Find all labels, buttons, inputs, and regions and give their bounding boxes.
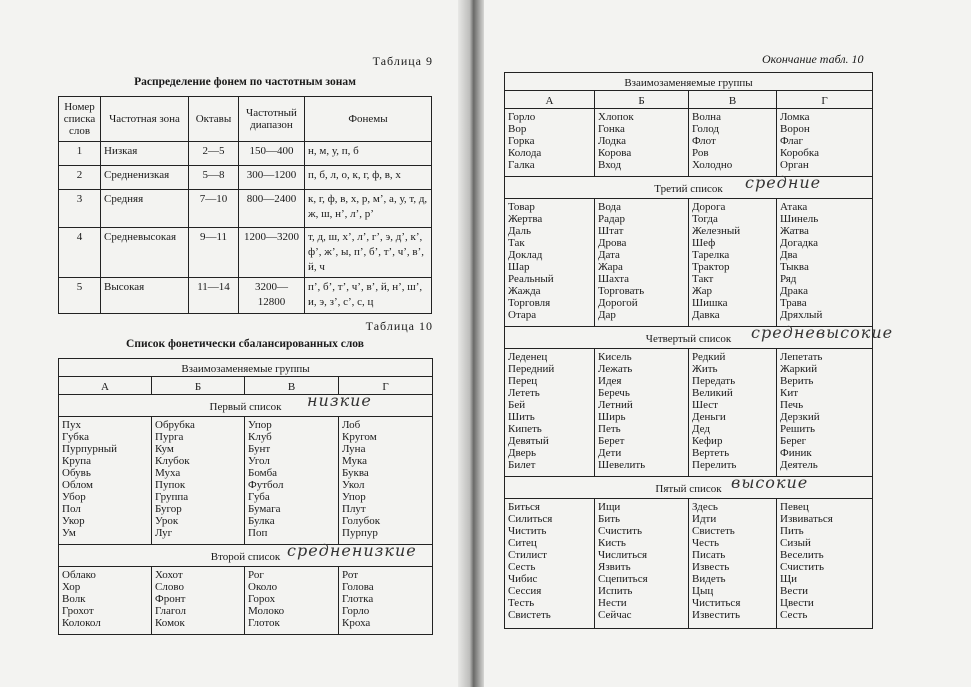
word-item: Леденец: [508, 351, 548, 363]
word-item: Товар: [508, 201, 535, 213]
word-item: Слово: [155, 581, 184, 593]
section-list2: [59, 541, 433, 567]
section-list4: [505, 323, 894, 349]
word-item: Верить: [780, 375, 814, 387]
word-item: Холодно: [692, 159, 733, 171]
word-item: Крупа: [62, 455, 91, 467]
table9: [58, 96, 432, 314]
col-header-range: Частотный диапазон: [239, 97, 305, 142]
word-item: Деньги: [692, 411, 726, 423]
word-item: Вода: [598, 201, 621, 213]
word-item: Флаг: [780, 135, 804, 147]
row-range: 1200—3200: [239, 228, 305, 278]
row-zone: Высокая: [101, 278, 189, 314]
table-row: [59, 142, 432, 166]
word-item: Жар: [692, 285, 712, 297]
section-list1: [59, 391, 433, 417]
word-item: Известь: [692, 561, 730, 573]
column-d: [777, 349, 873, 477]
word-item: Луна: [342, 443, 366, 455]
word-item: Колокол: [62, 617, 101, 629]
column-c: [689, 349, 777, 477]
column-b: [595, 349, 689, 477]
word-item: Лепетать: [780, 351, 823, 363]
word-item: Убор: [62, 491, 86, 503]
word-item: Коробка: [780, 147, 819, 159]
word-item: Торговать: [598, 285, 645, 297]
word-item: Счистить: [780, 561, 825, 573]
row-octaves: 2—5: [189, 142, 239, 166]
col-header-octaves: Октавы: [189, 97, 239, 142]
word-item: Веселить: [780, 549, 824, 561]
table10-part2: [504, 72, 894, 629]
table-row: [59, 228, 432, 278]
word-item: Ворон: [780, 123, 810, 135]
word-item: Орган: [780, 159, 809, 171]
word-item: Пурга: [155, 431, 184, 443]
word-item: Дорогой: [598, 297, 638, 309]
word-item: Флот: [692, 135, 716, 147]
word-item: Упор: [248, 419, 272, 431]
word-item: Горка: [508, 135, 535, 147]
word-item: Деятель: [780, 459, 818, 471]
word-item: Дар: [598, 309, 616, 321]
word-item: Перелить: [692, 459, 737, 471]
word-item: Вести: [780, 585, 809, 597]
section-title: Первый список: [209, 400, 282, 413]
section-title: Пятый список: [655, 482, 722, 495]
table-row: [59, 278, 432, 314]
word-item: Кругом: [342, 431, 377, 443]
word-item: Дверь: [508, 447, 537, 459]
word-item: Штат: [598, 225, 624, 237]
table9-caption: Распределение фонем по частотным зонам: [134, 76, 356, 88]
table10-caption: Список фонетически сбалансированных слов: [126, 338, 364, 350]
word-item: Тесть: [508, 597, 535, 609]
word-item: Укор: [62, 515, 85, 527]
word-item: Обувь: [62, 467, 91, 479]
col-header-a: А: [59, 377, 152, 395]
row-num: 4: [59, 228, 101, 278]
word-item: Жара: [598, 261, 623, 273]
word-item: Глагол: [155, 605, 186, 617]
word-item: Сейчас: [598, 609, 632, 621]
word-item: Даль: [508, 225, 531, 237]
word-item: Трава: [780, 297, 807, 309]
word-item: Трактор: [692, 261, 730, 273]
word-item: Догадка: [780, 237, 819, 249]
word-item: Бумага: [248, 503, 281, 515]
word-item: Дед: [692, 423, 710, 435]
word-item: Числиться: [598, 549, 648, 561]
column-c: [689, 499, 777, 629]
table10-part1: [58, 358, 433, 635]
word-item: Великий: [692, 387, 733, 399]
row-zone: Средневысокая: [101, 228, 189, 278]
row-octaves: 5—8: [189, 166, 239, 190]
word-item: Голова: [342, 581, 374, 593]
word-item: Облом: [62, 479, 94, 491]
column-b: [595, 109, 689, 177]
column-b: [595, 499, 689, 629]
right-page: [484, 0, 971, 687]
word-item: Пух: [62, 419, 81, 431]
word-item: Молоко: [248, 605, 285, 617]
word-item: Перец: [508, 375, 538, 387]
word-item: Атака: [780, 201, 808, 213]
column-a: [505, 109, 595, 177]
word-item: Жертва: [508, 213, 543, 225]
word-item: Сессия: [508, 585, 542, 597]
column-c: [689, 199, 777, 327]
row-phonemes: п, б, л, о, к, г, ф, в, х: [305, 166, 432, 190]
word-item: Жить: [692, 363, 718, 375]
group-title: Взаимозаменяемые группы: [59, 359, 433, 377]
word-item: Лежать: [598, 363, 633, 375]
col-header-num: Номер списка слов: [59, 97, 101, 142]
row-phonemes: н, м, у, п, б: [305, 142, 432, 166]
word-item: Летний: [598, 399, 633, 411]
word-item: Редкий: [692, 351, 726, 363]
word-item: Урок: [155, 515, 179, 527]
row-num: 1: [59, 142, 101, 166]
word-item: Свистеть: [508, 609, 551, 621]
word-item: Железный: [692, 225, 741, 237]
section-list3: [505, 173, 873, 199]
word-item: Ситец: [508, 537, 537, 549]
row-range: 300—1200: [239, 166, 305, 190]
word-item: Сцепиться: [598, 573, 648, 585]
word-item: Певец: [780, 501, 809, 513]
word-item: Известить: [692, 609, 740, 621]
word-item: Корова: [598, 147, 632, 159]
word-item: Буква: [342, 467, 369, 479]
word-item: Финик: [780, 447, 812, 459]
word-item: Здесь: [692, 501, 718, 513]
word-item: Вход: [598, 159, 622, 171]
word-item: Жатва: [780, 225, 809, 237]
word-item: Цвести: [780, 597, 814, 609]
word-item: Бей: [508, 399, 526, 411]
word-item: Торговля: [508, 297, 551, 309]
word-item: Тогда: [692, 213, 718, 225]
col-header-d: Г: [777, 91, 873, 109]
word-item: Бунт: [248, 443, 271, 455]
word-item: Дорога: [692, 201, 726, 213]
word-item: Тыква: [780, 261, 809, 273]
word-item: Лодка: [598, 135, 627, 147]
row-num: 3: [59, 190, 101, 228]
column-a: [505, 349, 595, 477]
word-item: Ширь: [598, 411, 626, 423]
section-title: Второй список: [210, 550, 281, 563]
word-item: Ломка: [780, 111, 810, 123]
row-octaves: 11—14: [189, 278, 239, 314]
word-item: Шеф: [692, 237, 716, 249]
word-item: Честь: [692, 537, 720, 549]
col-header-c: В: [689, 91, 777, 109]
word-item: Ищи: [598, 501, 621, 513]
word-item: Хлопок: [598, 111, 634, 123]
word-item: Галка: [508, 159, 535, 171]
word-item: Такт: [692, 273, 714, 285]
word-item: Билет: [508, 459, 536, 471]
col-header-zone: Частотная зона: [101, 97, 189, 142]
row-range: 800—2400: [239, 190, 305, 228]
word-item: Чибис: [508, 573, 538, 585]
word-item: Кит: [780, 387, 799, 399]
word-item: Испить: [598, 585, 633, 597]
column-a: [505, 199, 595, 327]
word-item: Глотка: [342, 593, 374, 605]
table-row: [59, 190, 432, 228]
word-item: Беречь: [598, 387, 630, 399]
word-item: Сизый: [780, 537, 811, 549]
word-item: Девятый: [508, 435, 549, 447]
handwritten-note: средневысокие: [751, 323, 894, 342]
column-d: [777, 199, 873, 327]
word-item: Бомба: [248, 467, 278, 479]
word-item: Решить: [780, 423, 816, 435]
word-item: Фронт: [155, 593, 186, 605]
row-zone: Средняя: [101, 190, 189, 228]
word-item: Шахта: [598, 273, 630, 285]
col-header-phonemes: Фонемы: [305, 97, 432, 142]
word-item: Берет: [598, 435, 625, 447]
word-item: Около: [248, 581, 278, 593]
word-item: Голод: [692, 123, 720, 135]
word-item: Пурпурный: [62, 443, 117, 455]
word-item: Шинель: [780, 213, 819, 225]
word-item: Жажда: [508, 285, 541, 297]
word-item: Отара: [508, 309, 537, 321]
word-item: Губа: [248, 491, 270, 503]
table10-header: Таблица 10: [365, 319, 433, 333]
word-item: Свистеть: [692, 525, 735, 537]
word-item: Хохот: [155, 569, 183, 581]
row-zone: Низкая: [101, 142, 189, 166]
word-item: Губка: [62, 431, 89, 443]
word-item: Кефир: [692, 435, 723, 447]
word-item: Голубок: [342, 515, 381, 527]
word-item: Дата: [598, 249, 620, 261]
section-title: Четвертый список: [645, 332, 732, 345]
word-item: Гонка: [598, 123, 625, 135]
word-item: Лететь: [508, 387, 540, 399]
col-header-b: Б: [152, 377, 245, 395]
word-item: Язвить: [598, 561, 631, 573]
word-item: Драка: [780, 285, 808, 297]
word-item: Кисель: [598, 351, 632, 363]
word-item: Бить: [598, 513, 621, 525]
word-item: Дерзкий: [780, 411, 820, 423]
word-item: Счистить: [598, 525, 643, 537]
word-item: Петь: [598, 423, 621, 435]
column-b: [595, 199, 689, 327]
section-list5: [505, 473, 873, 499]
word-item: Извиваться: [780, 513, 833, 525]
word-item: Футбол: [248, 479, 284, 491]
word-item: Горох: [248, 593, 276, 605]
word-item: Жаркий: [780, 363, 818, 375]
word-item: Колода: [508, 147, 542, 159]
word-item: Писать: [692, 549, 726, 561]
word-item: Клуб: [248, 431, 272, 443]
word-item: Тарелка: [692, 249, 730, 261]
word-item: Дети: [598, 447, 622, 459]
word-item: Ум: [62, 527, 76, 539]
handwritten-note: средненизкие: [287, 541, 417, 560]
word-item: Рот: [342, 569, 359, 581]
word-item: Глоток: [248, 617, 280, 629]
word-item: Рог: [248, 569, 264, 581]
word-item: Чиститься: [692, 597, 741, 609]
row-num: 5: [59, 278, 101, 314]
row-num: 2: [59, 166, 101, 190]
word-item: Луг: [155, 527, 173, 539]
row-phonemes: п’, б’, т’, ч’, в’, й, н’, ш’, и, э, з’, с’, с, ц: [305, 278, 432, 314]
word-item: Щи: [780, 573, 797, 585]
word-item: Шить: [508, 411, 535, 423]
row-zone: Средненизкая: [101, 166, 189, 190]
row-phonemes: т, д, ш, х’, л’, г’, э, д’, к’, ф’, ж’, ы, п’, б’, т’, ч’, в’, й, ч: [305, 228, 432, 278]
word-item: Пупок: [155, 479, 186, 491]
word-item: Сесть: [508, 561, 536, 573]
word-item: Пол: [62, 503, 81, 515]
word-item: Реальный: [508, 273, 554, 285]
word-item: Ров: [692, 147, 709, 159]
word-item: Берег: [780, 435, 807, 447]
word-item: Доклад: [508, 249, 543, 261]
word-item: Стилист: [508, 549, 547, 561]
section-title: Третий список: [654, 182, 723, 195]
word-item: Комок: [155, 617, 185, 629]
handwritten-note: низкие: [307, 391, 372, 410]
column-a: [59, 417, 152, 545]
handwritten-note: средние: [745, 173, 822, 192]
group-title: Взаимозаменяемые группы: [505, 73, 873, 91]
column-d: [339, 417, 433, 545]
word-item: Шест: [692, 399, 718, 411]
word-item: Волна: [692, 111, 721, 123]
column-b: [152, 417, 245, 545]
word-item: Вор: [508, 123, 527, 135]
word-item: Хор: [62, 581, 81, 593]
word-item: Кипеть: [508, 423, 542, 435]
table9-header: Таблица 9: [372, 54, 433, 68]
word-item: Пить: [780, 525, 804, 537]
word-item: Поп: [248, 527, 268, 539]
col-header-d: Г: [339, 377, 433, 395]
word-item: Облако: [62, 569, 96, 581]
column-c: [689, 109, 777, 177]
word-item: Видеть: [692, 573, 726, 585]
table9-header-row: [59, 97, 432, 142]
word-item: Булка: [248, 515, 275, 527]
word-item: Кум: [155, 443, 174, 455]
word-item: Радар: [598, 213, 625, 225]
column-d: [777, 499, 873, 629]
word-item: Передний: [508, 363, 555, 375]
word-item: Биться: [508, 501, 540, 513]
column-d: [339, 567, 433, 635]
word-item: Ряд: [780, 273, 797, 285]
word-item: Пурпур: [342, 527, 378, 539]
row-octaves: 7—10: [189, 190, 239, 228]
word-item: Бугор: [155, 503, 182, 515]
col-header-b: Б: [595, 91, 689, 109]
column-d: [777, 109, 873, 177]
word-item: Нести: [598, 597, 627, 609]
word-item: Вертеть: [692, 447, 730, 459]
word-item: Мука: [342, 455, 368, 467]
word-item: Шар: [508, 261, 530, 273]
word-item: Волк: [62, 593, 86, 605]
word-item: Дрова: [598, 237, 627, 249]
col-header-c: В: [245, 377, 339, 395]
handwritten-note: высокие: [731, 473, 809, 492]
word-item: Дряхлый: [780, 309, 823, 321]
word-item: Печь: [780, 399, 804, 411]
column-b: [152, 567, 245, 635]
word-item: Так: [508, 237, 525, 249]
word-item: Чистить: [508, 525, 547, 537]
word-item: Кроха: [342, 617, 371, 629]
word-item: Идти: [692, 513, 717, 525]
table10-continuation-header: Окончание табл. 10: [762, 52, 864, 66]
column-c: [245, 567, 339, 635]
word-item: Сесть: [780, 609, 808, 621]
word-item: Идея: [598, 375, 622, 387]
word-item: Обрубка: [155, 419, 195, 431]
word-item: Шевелить: [598, 459, 646, 471]
word-item: Лоб: [342, 419, 361, 431]
column-c: [245, 417, 339, 545]
left-page: [0, 0, 470, 687]
col-header-a: А: [505, 91, 595, 109]
word-item: Два: [780, 249, 798, 261]
word-item: Упор: [342, 491, 366, 503]
column-a: [505, 499, 595, 629]
word-item: Укол: [342, 479, 365, 491]
word-item: Горло: [342, 605, 370, 617]
word-item: Цыц: [692, 585, 714, 597]
word-item: Давка: [692, 309, 720, 321]
word-item: Муха: [155, 467, 181, 479]
word-item: Грохот: [62, 605, 94, 617]
book-spine: [458, 0, 484, 687]
word-item: Группа: [155, 491, 189, 503]
word-item: Плут: [342, 503, 366, 515]
row-range: 150—400: [239, 142, 305, 166]
word-item: Передать: [692, 375, 736, 387]
word-item: Шишка: [692, 297, 728, 309]
row-phonemes: к, г, ф, в, х, р, м’, а, у, т, д, ж, ш, н’, л’, р’: [305, 190, 432, 228]
word-item: Клубок: [155, 455, 190, 467]
table-row: [59, 166, 432, 190]
word-item: Угол: [248, 455, 270, 467]
word-item: Кисть: [598, 537, 626, 549]
column-a: [59, 567, 152, 635]
row-octaves: 9—11: [189, 228, 239, 278]
row-range: 3200—12800: [239, 278, 305, 314]
word-item: Горло: [508, 111, 536, 123]
word-item: Силиться: [508, 513, 553, 525]
